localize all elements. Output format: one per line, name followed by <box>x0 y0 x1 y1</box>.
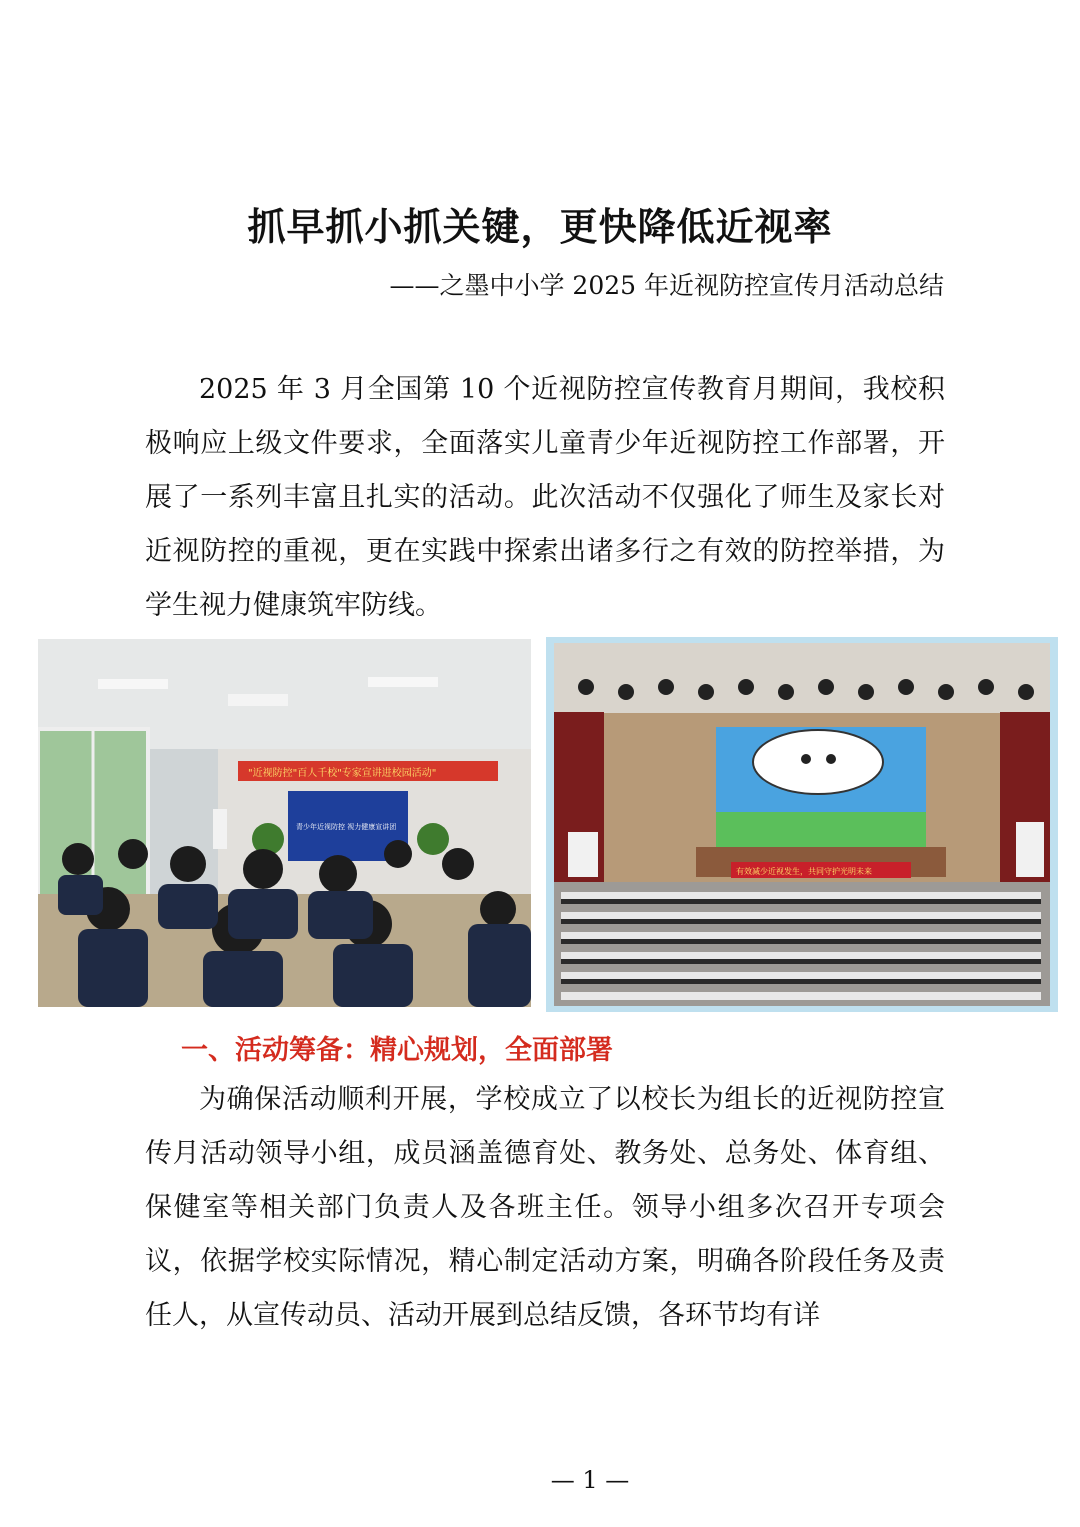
classroom-banner-text: "近视防控"百人千校"专家宣讲进校园活动" <box>248 768 437 779</box>
document-title: 抓早抓小抓关键，更快降低近视率 <box>247 204 833 249</box>
section-1-paragraph: 为确保活动顺利开展，学校成立了以校长为组长的近视防控宣传月活动领导小组，成员涵盖德育处、教务处、总务处、体育组、保健室等相关部门负责人及各班主任。领导小组多次召开专项会议，依据学校实际情况，精心制定活动方案，明确各阶段任务及责任人，从宣传动员、活动开展到总结反馈，各环节均有详 <box>145 1084 945 1331</box>
page-number: — 1 — <box>550 1466 630 1494</box>
projector-screen-text: 青少年近视防控 视力健康宣讲团 <box>296 823 397 831</box>
section-1-heading: 一、活动筹备：精心规划，全面部署 <box>181 1035 613 1066</box>
auditorium-event-photo <box>546 637 1058 1012</box>
classroom-lecture-photo <box>38 639 531 1007</box>
intro-paragraph: 2025 年 3 月全国第 10 个近视防控宣传教育月期间，我校积极响应上级文件要求，全面落实儿童青少年近视防控工作部署，开展了一系列丰富且扎实的活动。此次活动不仅强化了师生及家长对近视防控的重视，更在实践中探索出诸多行之有效的防控举措，为学生视力健康筑牢防线。 <box>145 374 945 621</box>
document-subtitle: ——之墨中小学 2025 年近视防控宣传月活动总结 <box>389 271 944 300</box>
auditorium-banner-text: 有效减少近视发生，共同守护光明未来 <box>736 867 872 876</box>
